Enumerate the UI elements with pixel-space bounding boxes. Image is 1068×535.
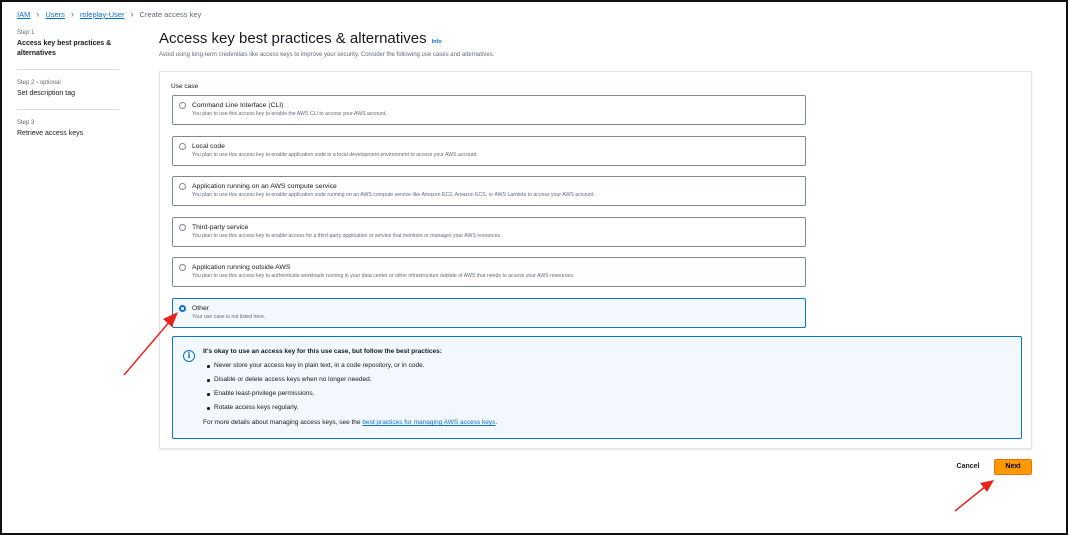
wizard-steps [17, 30, 119, 159]
option-description: You plan to use this access key to enable application code running on an AWS compute service like Amazon EC2, Amazon ECS, or AWS Lambda to access your AWS account. [192, 192, 595, 198]
list-item: Rotate access keys regularly. [214, 403, 425, 417]
step-title: Set description tag [17, 90, 75, 97]
page-title-text: Access key best practices & alternatives [159, 30, 427, 47]
step-2 [17, 80, 119, 110]
next-button[interactable]: Next [994, 459, 1032, 475]
alert-footer-text: For more details about managing access keys, see the [203, 419, 363, 426]
radio-button[interactable] [179, 264, 186, 271]
list-item: Disable or delete access keys when no longer needed. [214, 375, 425, 389]
option-description: You plan to use this access key to enable application code in a local development environment to access your AWS account. [192, 152, 478, 158]
option-title: Local code [192, 143, 225, 150]
chevron-right-icon: › [70, 9, 74, 19]
alert-footer [203, 419, 497, 426]
breadcrumb-iam-link[interactable]: IAM [17, 9, 31, 19]
info-circle-icon: i [183, 350, 195, 362]
list-item: Enable least-privilege permissions. [214, 389, 425, 403]
best-practices-link[interactable]: best practices for managing AWS access keys [362, 419, 496, 426]
info-alert [172, 336, 1022, 439]
use-case-panel [159, 71, 1032, 449]
cancel-button[interactable]: Cancel [950, 460, 986, 474]
list-item: Never store your access key in plain text, in a code repository, or in code. [214, 361, 425, 375]
page-description: Avoid using long-term credentials like access keys to improve your security. Consider the following use cases and alternatives. [159, 52, 495, 58]
best-practices-list [214, 361, 425, 417]
step-title: Access key best practices & alternatives [17, 40, 112, 57]
step-3 [17, 120, 119, 149]
step-title: Retrieve access keys [17, 130, 84, 137]
breadcrumb-users-link[interactable]: Users [45, 9, 65, 19]
option-cli[interactable] [172, 95, 806, 125]
option-title: Application running outside AWS [192, 264, 291, 271]
option-local-code[interactable] [172, 136, 806, 166]
use-case-label: Use case [171, 83, 199, 90]
step-1 [17, 30, 119, 70]
page-title [159, 30, 442, 47]
breadcrumb-current: Create access key [139, 9, 202, 19]
option-aws-compute[interactable] [172, 176, 806, 206]
option-third-party[interactable] [172, 217, 806, 247]
option-title: Third-party service [192, 224, 249, 231]
step-number: Step 1 [17, 30, 35, 36]
info-link[interactable]: Info [431, 39, 442, 45]
radio-button[interactable] [179, 102, 186, 109]
option-description: You plan to use this access key to authenticate workloads running in your data center or other infrastructure outside of AWS that needs to access your AWS resources. [192, 273, 575, 279]
chevron-right-icon: › [36, 9, 40, 19]
option-description: You plan to use this access key to enable the AWS CLI to access your AWS account. [192, 111, 387, 117]
option-description: You plan to use this access key to enable access for a third-party application or service that monitors or manages your AWS resources. [192, 233, 502, 239]
radio-button[interactable] [179, 143, 186, 150]
option-title: Other [192, 305, 209, 312]
option-title: Application running on an AWS compute service [192, 183, 337, 190]
alert-footer-suffix: . [495, 419, 498, 426]
breadcrumb-user-link[interactable]: roleplay-User [79, 9, 125, 19]
chevron-right-icon: › [130, 9, 134, 19]
option-description: Your use case is not listed here. [192, 314, 266, 320]
alert-title: It's okay to use an access key for this use case, but follow the best practices: [203, 348, 442, 355]
step-number: Step 2 - optional [17, 80, 61, 86]
option-other[interactable] [172, 298, 806, 328]
radio-button[interactable] [179, 183, 186, 190]
step-number: Step 3 [17, 120, 35, 126]
radio-button[interactable] [179, 224, 186, 231]
option-title: Command Line Interface (CLI) [192, 102, 284, 109]
option-outside-aws[interactable] [172, 257, 806, 287]
breadcrumb [17, 9, 201, 19]
radio-button-selected[interactable] [179, 305, 186, 312]
